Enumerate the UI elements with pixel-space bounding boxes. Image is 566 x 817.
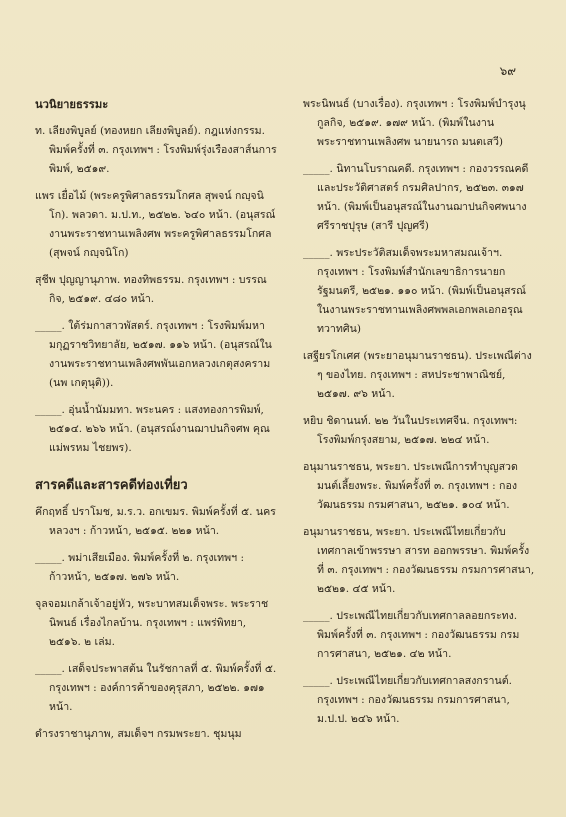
bibliography-entry: แพร เยื่อไม้ (พระครูพิศาลธรรมโกศล สุพจน์ กญฺจนิโก). พลวดา. ม.ป.ท., ๒๕๒๒. ๖๔๐ หน้า. (อนุสรณ์งานพระราชทานเพลิงศพ พระครูพิศาลธรรมโกศล (สุพจน์ กญฺจนิโก) (35, 190, 276, 259)
bibliography-entry: คึกฤทธิ์ ปราโมช, ม.ร.ว. อกเขมร. พิมพ์ครั้งที่ ๕. นครหลวงฯ : ก้าวหน้า, ๒๕๑๕. ๒๒๑ หน้า. (35, 506, 276, 537)
bibliography-entry: จุลจอมเกล้าเจ้าอยู่หัว, พระบาทสมเด็จพระ. พระราชนิพนธ์ เรื่องไกลบ้าน. กรุงเทพฯ : แพร่พิทยา, ๒๕๑๖. ๒ เล่ม. (35, 598, 269, 648)
bibliography-entry: หยิบ ชิดานนท์. ๒๒ วันในประเทศจีน. กรุงเทพฯ: โรงพิมพ์กรุงสยาม, ๒๕๑๗. ๒๒๔ หน้า. (303, 415, 518, 446)
bibliography-entry: _____. อุ่นน้ำนัมมทา. พระนคร : แสงทองการพิมพ์, ๒๕๑๔. ๒๖๖ หน้า. (อนุสรณ์งานฌาปนกิจศพ คุณแม่พรหม ไชยพร). (35, 404, 270, 454)
section-title-religious-novels: นวนิยายธรรมะ (35, 97, 109, 111)
bibliography-entry: _____. ใต้ร่มกาสาวพัสตร์. กรุงเทพฯ : โรงพิมพ์มหามกุฏราชวิทยาลัย, ๒๕๑๗. ๑๑๖ หน้า. (อนุสรณ์ในงานพระราชทานเพลิงศพพันเอกหลวงเกตุสงคราม (นพ เกตุนุติ)). (35, 320, 272, 389)
page-number: ๖๙ (499, 64, 516, 78)
bibliography-entry: _____. ประเพณีไทยเกี่ยวกับเทศกาลสงกรานต์. กรุงเทพฯ : กองวัฒนธรรม กรมการศาสนา, ม.ป.ป. ๒๔๖ หน้า. (303, 675, 512, 725)
bibliography-entry: อนุมานราชธน, พระยา. ประเพณีไทยเกี่ยวกับเทศกาลเข้าพรรษา สารท ออกพรรษา. พิมพ์ครั้งที่ ๓. กรุงเทพฯ : กองวัฒนธรรม กรมการศาสนา, ๒๕๒๑. ๔๕ หน้า. (303, 526, 535, 595)
bibliography-entry: _____. พระประวัติสมเด็จพระมหาสมณเจ้าฯ. กรุงเทพฯ : โรงพิมพ์สำนักเลขาธิการนายกรัฐมนตรี, ๒๕๒๑. ๑๑๐ หน้า. (พิมพ์เป็นอนุสรณ์ในงานพระราชทานเพลิงศพพลเอกพลเอกอรุณ ทวาทศิน) (303, 247, 526, 335)
bibliography-entry: สุชีพ ปุญญานุภาพ. ทองทิพธรรม. กรุงเทพฯ : บรรณกิจ, ๒๕๑๙. ๔๘๐ หน้า. (35, 274, 267, 305)
bibliography-entry: _____. พม่าเสียเมือง. พิมพ์ครั้งที่ ๒. กรุงเทพฯ : ก้าวหน้า, ๒๕๑๗. ๒๗๖ หน้า. (35, 552, 245, 583)
bibliography-entry: _____. นิทานโบราณคดี. กรุงเทพฯ : กองวรรณคดีและประวัติศาสตร์ กรมศิลปากร, ๒๕๒๓. ๓๑๗ หน้า. (พิมพ์เป็นอนุสรณ์ในงานฌาปนกิจศพนางศรีราชปุรุษ (สารี ปุญศรี) (303, 163, 529, 232)
right-column (303, 95, 535, 737)
bibliography-entry: ท. เลียงพิบูลย์ (ทองหยก เลียงพิบูลย์). กฎแห่งกรรม. พิมพ์ครั้งที่ ๓. กรุงเทพฯ : โรงพิมพ์รุ่งเรืองสาส์นการพิมพ์, ๒๕๑๙. (35, 125, 277, 175)
bibliography-entry: _____. ประเพณีไทยเกี่ยวกับเทศกาลลอยกระทง. พิมพ์ครั้งที่ ๓. กรุงเทพฯ : กองวัฒนธรรม กรมการศาสนา, ๒๕๒๑. ๔๒ หน้า. (303, 610, 520, 660)
bibliography-entry: _____. เสด็จประพาสต้น ในรัชกาลที่ ๕. พิมพ์ครั้งที่ ๕. กรุงเทพฯ : องค์การค้าของคุรุสภา, ๒๕๒๒. ๑๗๑ หน้า. (35, 663, 277, 713)
left-column (35, 95, 280, 752)
bibliography-entry: เสฐียรโกเศศ (พระยาอนุมานราชธน). ประเพณีต่าง ๆ ของไทย. กรุงเทพฯ : สหประชาพาณิชย์, ๒๕๑๗. ๙๖ หน้า. (303, 350, 532, 400)
bibliography-entry: พระนิพนธ์ (บางเรื่อง). กรุงเทพฯ : โรงพิมพ์บำรุงนุกูลกิจ, ๒๕๑๙. ๑๗๙ หน้า. (พิมพ์ในงานพระราชทานเพลิงศพ นายนารถ มนตเสวี) (303, 98, 526, 148)
section-title-documentary-travel: สารคดีและสารคดีท่องเที่ยว (35, 478, 188, 493)
bibliography-entry: ดำรงราชานุภาพ, สมเด็จฯ กรมพระยา. ชุมนุม (35, 728, 242, 740)
bibliography-entry: อนุมานราชธน, พระยา. ประเพณีการทำบุญสวดมนต์เลี้ยงพระ. พิมพ์ครั้งที่ ๓. กรุงเทพฯ : กองวัฒนธรรม กรมศาสนา, ๒๕๒๑. ๑๐๔ หน้า. (303, 461, 518, 511)
